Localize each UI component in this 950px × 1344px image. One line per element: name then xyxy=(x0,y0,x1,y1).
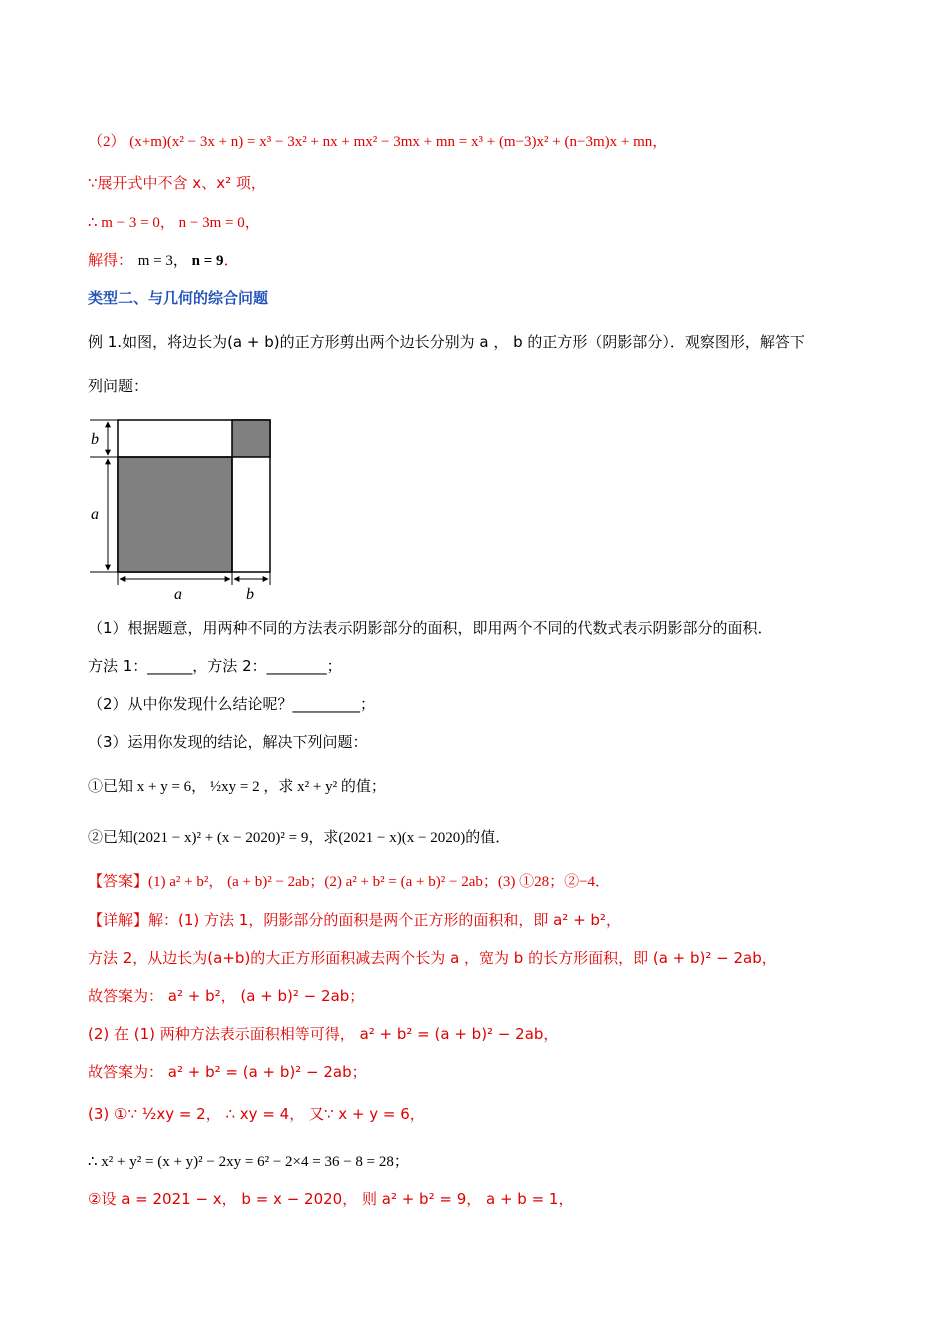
explanation-line-1: 【详解】解：(1) 方法 1，阴影部分的面积是两个正方形的面积和，即 a² + b²， xyxy=(88,911,621,929)
n-value: n = 9 xyxy=(191,253,224,269)
question-1-blanks: 方法 1：______，方法 2：________； xyxy=(88,657,342,675)
example1-prompt: 例 1.如图，将边长为(a + b)的正方形剪出两个边长分别为 a ， b 的正方形（阴影部分）．观察图形，解答下 xyxy=(88,333,805,351)
answer-line: 【答案】(1) a² + b²， (a + b)² − 2ab；(2) a² + b² = (a + b)² − 2ab；(3) ①28；②−4． xyxy=(88,874,611,890)
explanation-line-6: (3) ①∵ ½xy = 2， ∴ xy = 4， 又∵ x + y = 6， xyxy=(88,1105,425,1123)
question-3: （3）运用你发现的结论，解决下列问题： xyxy=(88,733,368,751)
explanation-line-2: 方法 2，从边长为(a+b)的大正方形面积减去两个长为 a ，宽为 b 的长方形面积，即 (a + b)² − 2ab， xyxy=(88,949,777,967)
solution-part2-expansion: （2） (x+m)(x² − 3x + n) = x³ − 3x² + nx + mx² − 3mx + mn = x³ + (m−3)x² + (n−3m)x + mn， xyxy=(88,134,668,150)
question-1: （1）根据题意，用两种不同的方法表示阴影部分的面积，即用两个不同的代数式表示阴影部分的面积． xyxy=(88,619,773,637)
section-title-type2: 类型二、与几何的综合问题 xyxy=(88,289,269,307)
question-2: （2）从中你发现什么结论呢？_________； xyxy=(88,695,376,713)
square-diagram xyxy=(88,415,278,609)
question-3-part2: ②已知(2021 − x)² + (x − 2020)² = 9，求(2021 − x)(x − 2020)的值． xyxy=(88,830,511,846)
explanation-line-8: ②设 a = 2021 − x， b = x − 2020， 则 a² + b² = 9， a + b = 1， xyxy=(88,1190,574,1208)
m-value: m = 3， xyxy=(137,253,192,269)
explanation-line-5: 故答案为： a² + b² = (a + b)² − 2ab； xyxy=(88,1063,367,1081)
solution-result-line xyxy=(88,249,239,272)
explanation-line-7: ∴ x² + y² = (x + y)² − 2xy = 6² − 2×4 = 36 − 8 = 28； xyxy=(88,1154,409,1170)
label-a-bottom: a xyxy=(174,586,182,603)
solution-condition-line: ∵展开式中不含 x、x² 项， xyxy=(88,174,266,192)
period: ． xyxy=(223,251,239,269)
small-shaded-square xyxy=(232,420,270,457)
explanation-line-3: 故答案为： a² + b²， (a + b)² − 2ab； xyxy=(88,987,365,1005)
label-b-left: b xyxy=(91,431,99,448)
big-shaded-square xyxy=(118,457,232,572)
explanation-line-4: (2) 在 (1) 两种方法表示面积相等可得， a² + b² = (a + b)² − 2ab， xyxy=(88,1025,559,1043)
example1-prompt-cont: 列问题： xyxy=(88,377,149,395)
question-3-part1: ①已知 x + y = 6， ½xy = 2 ，求 x² + y² 的值； xyxy=(88,779,386,795)
solve-label: 解得： xyxy=(88,251,138,269)
label-b-bottom: b xyxy=(246,586,254,603)
label-a-left: a xyxy=(91,506,99,523)
solution-equations-line: ∴ m − 3 = 0， n − 3m = 0， xyxy=(88,215,260,231)
